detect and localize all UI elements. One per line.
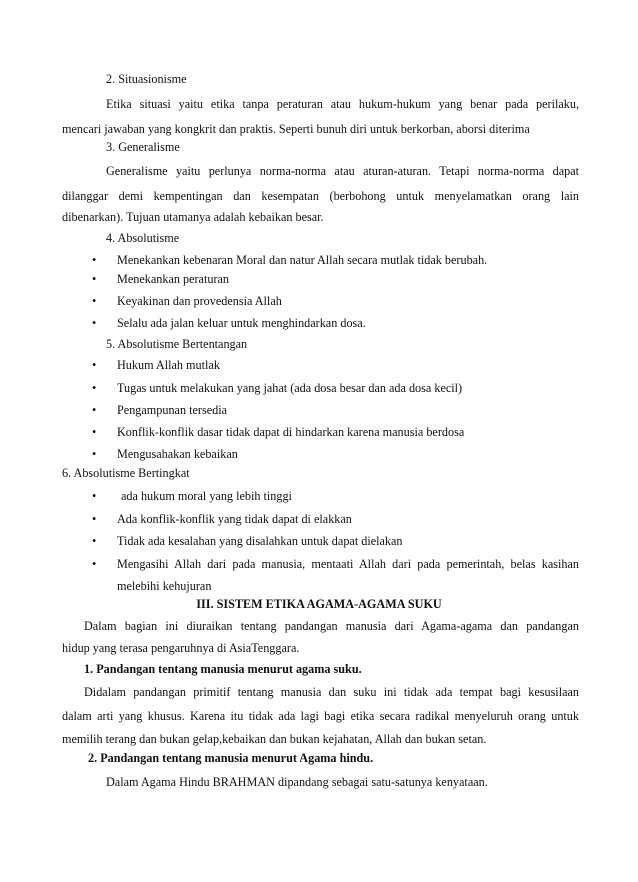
list-item-continuation: melebihi kehujuran (117, 579, 212, 593)
list-item: Hukum Allah mutlak (117, 358, 220, 372)
bullet-icon: • (92, 358, 97, 372)
section-3-line-3: dibenarkan). Tujuan utamanya adalah kebaikan besar. (62, 210, 324, 224)
subsection-1-line-2: dalam arti yang khusus. Karena itu tidak ada lagi bagi etika secara radikal menyeluruh orang untuk (62, 709, 579, 723)
section-3-line-2: dilanggar demi kempentingan dan kesempatan (berbohong untuk menyelamatkan orang lain (62, 189, 579, 203)
section-2-line-2: mencari jawaban yang kongkrit dan praktis. Seperti bunuh diri untuk berkorban, aborsi diterima (62, 122, 530, 136)
list-item: Menekankan peraturan (117, 272, 230, 286)
intro-line-1: Dalam bagian ini diuraikan tentang pandangan manusia dari Agama-agama dan pandangan (84, 619, 579, 633)
bullet-icon: • (92, 381, 97, 395)
section-6-heading: 6. Absolutisme Bertingkat (62, 466, 190, 480)
subsection-1-line-1: Didalam pandangan primitif tentang manusia dan suku ini tidak ada tempat bagi kesusilaan (84, 685, 579, 699)
list-item: Menekankan kebenaran Moral dan natur Allah secara mutlak tidak berubah. (117, 253, 488, 267)
bullet-icon: • (92, 425, 97, 439)
section-2-heading: 2. Situasionisme (106, 72, 187, 86)
subsection-2-title: 2. Pandangan tentang manusia menurut Agama hindu. (88, 751, 374, 765)
bullet-icon: • (92, 534, 97, 548)
section-3-heading: 3. Generalisme (106, 140, 180, 154)
section-5-heading: 5. Absolutisme Bertentangan (106, 337, 248, 351)
section-4-heading: 4. Absolutisme (106, 231, 180, 245)
list-item: Tidak ada kesalahan yang disalahkan untuk dapat dielakan (117, 534, 403, 548)
bullet-icon: • (92, 272, 97, 286)
section-2-line-1: Etika situasi yaitu etika tanpa peraturan atau hukum-hukum yang benar pada perilaku, (106, 97, 579, 111)
bullet-icon: • (92, 294, 97, 308)
list-item: Pengampunan tersedia (117, 403, 227, 417)
bullet-icon: • (92, 253, 97, 267)
list-item: Mengasihi Allah dari pada manusia, mentaati Allah dari pada pemerintah, belas kasihan (117, 557, 579, 571)
list-item: Keyakinan dan provedensia Allah (117, 294, 282, 308)
subsection-1-title: 1. Pandangan tentang manusia menurut agama suku. (84, 662, 362, 676)
list-item: Selalu ada jalan keluar untuk menghindarkan dosa. (117, 316, 366, 330)
bullet-icon: • (92, 512, 97, 526)
bullet-icon: • (92, 447, 97, 461)
intro-line-2: hidup yang terasa pengaruhnya di AsiaTenggara. (62, 641, 300, 655)
subsection-2-line-1: Dalam Agama Hindu BRAHMAN dipandang sebagai satu-satunya kenyataan. (106, 775, 488, 789)
list-item: Mengusahakan kebaikan (117, 447, 238, 461)
bullet-icon: • (92, 403, 97, 417)
list-item: Tugas untuk melakukan yang jahat (ada dosa besar dan ada dosa kecil) (117, 381, 463, 395)
bullet-icon: • (92, 557, 97, 571)
chapter-title: III. SISTEM ETIKA AGAMA-AGAMA SUKU (196, 597, 442, 611)
list-item: Ada konflik-konflik yang tidak dapat di elakkan (117, 512, 352, 526)
list-item: Konflik-konflik dasar tidak dapat di hindarkan karena manusia berdosa (117, 425, 465, 439)
bullet-icon: • (92, 316, 97, 330)
bullet-icon: • (92, 489, 97, 503)
list-item: ada hukum moral yang lebih tinggi (121, 489, 292, 503)
section-3-line-1: Generalisme yaitu perlunya norma-norma atau aturan-aturan. Tetapi norma-norma dapat (106, 164, 579, 178)
subsection-1-line-3: memilih terang dan bukan gelap,kebaikan dan bukan kejahatan, Allah dan bukan setan. (62, 732, 487, 746)
